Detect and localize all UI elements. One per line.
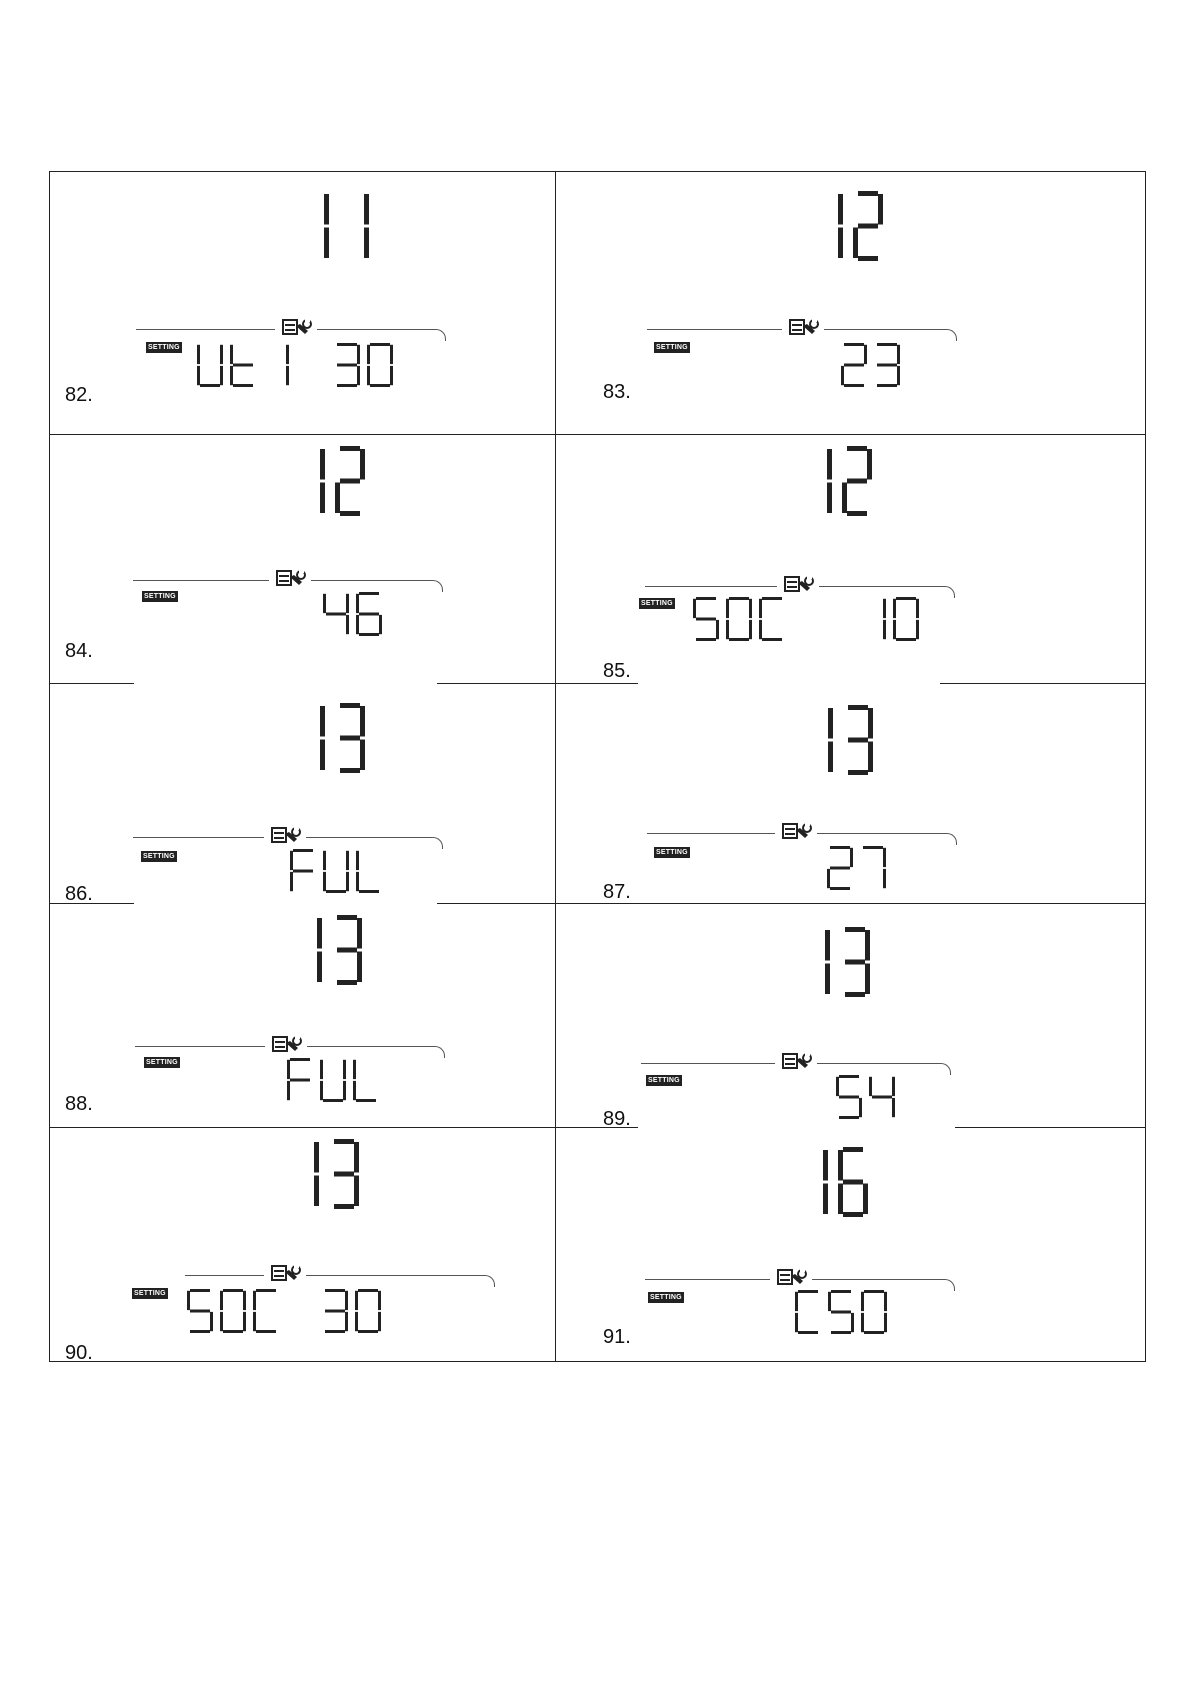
program-number-display (295, 703, 365, 778)
parameter-value-display (836, 1075, 895, 1124)
panel-number: 89. (603, 1108, 631, 1130)
setting-badge: SETTING (650, 1294, 682, 1301)
setting-wrench-icon (783, 574, 817, 596)
program-number-display (803, 705, 873, 780)
lcd-frame-line-right (306, 1275, 495, 1287)
program-number-display (289, 1139, 359, 1214)
lcd-frame-line-left (647, 833, 775, 834)
panel-number: 86. (65, 883, 93, 905)
lcd-frame-line-right (824, 329, 957, 341)
program-number-display (800, 927, 870, 1002)
setting-wrench-icon (271, 1034, 305, 1056)
parameter-code-display (187, 1289, 279, 1338)
setting-badge: SETTING (148, 344, 180, 351)
setting-badge: SETTING (143, 853, 175, 860)
parameter-value-display (322, 1289, 381, 1338)
lcd-panel (49, 434, 555, 683)
program-number-display (798, 1147, 868, 1222)
parameter-value-display (841, 343, 900, 392)
lcd-frame-line-left (645, 1279, 770, 1280)
parameter-value-display (323, 592, 382, 641)
lcd-panel (49, 1127, 555, 1362)
lcd-frame-line-right (817, 833, 957, 845)
lcd-frame-line-right (317, 329, 446, 341)
lcd-frame-line-left (647, 329, 782, 330)
setting-wrench-icon (776, 1267, 810, 1289)
panel-number: 91. (603, 1326, 631, 1348)
setting-badge: SETTING (146, 1059, 178, 1066)
setting-badge: SETTING (656, 849, 688, 856)
setting-badge: SETTING (134, 1290, 166, 1297)
lcd-frame-line-left (133, 580, 269, 581)
program-number-display (295, 446, 365, 521)
lcd-frame-line-left (135, 1046, 265, 1047)
lcd-frame-line-left (136, 329, 275, 330)
panel-number: 87. (603, 881, 631, 903)
lcd-panel (555, 171, 1146, 434)
lcd-panel (49, 171, 555, 434)
parameter-value-display (860, 597, 919, 646)
panel-number: 85. (603, 660, 631, 682)
lcd-frame-line-left (645, 586, 777, 587)
parameter-code-display (693, 597, 785, 646)
program-number-display (802, 446, 872, 521)
lcd-frame-line-left (185, 1275, 264, 1276)
setting-wrench-icon (788, 317, 822, 339)
parameter-value-display (334, 343, 393, 392)
lcd-panel (49, 903, 555, 1127)
lcd-panel (555, 434, 1146, 683)
lcd-panel (555, 683, 1146, 903)
panel-number: 83. (603, 381, 631, 403)
setting-wrench-icon (281, 317, 315, 339)
program-number-display (292, 915, 362, 990)
setting-badge: SETTING (641, 600, 673, 607)
panel-number: 90. (65, 1342, 93, 1364)
parameter-value-display (795, 1290, 887, 1339)
lcd-frame-line-right (306, 837, 443, 849)
lcd-panel (49, 683, 555, 903)
setting-badge: SETTING (656, 344, 688, 351)
lcd-frame-line-left (133, 837, 264, 838)
setting-wrench-icon (781, 1051, 815, 1073)
setting-wrench-icon (781, 821, 815, 843)
parameter-value-display (827, 846, 886, 895)
parameter-code-display (197, 343, 289, 392)
setting-wrench-icon (275, 568, 309, 590)
lcd-frame-line-left (641, 1063, 775, 1064)
panel-number: 88. (65, 1093, 93, 1115)
panel-number: 82. (65, 384, 93, 406)
lcd-panel (555, 1127, 1146, 1362)
parameter-value-display (287, 1058, 379, 1107)
program-number-display (813, 191, 883, 266)
lcd-panel (555, 903, 1146, 1130)
parameter-value-display (290, 849, 382, 898)
setting-badge: SETTING (144, 593, 176, 600)
lcd-frame-line-right (817, 1063, 951, 1075)
panel-number: 84. (65, 640, 93, 662)
lcd-frame-line-right (307, 1046, 445, 1058)
setting-badge: SETTING (648, 1077, 680, 1084)
setting-wrench-icon (270, 825, 304, 847)
lcd-frame-line-right (311, 580, 443, 592)
setting-wrench-icon (270, 1263, 304, 1285)
program-number-display (299, 191, 369, 266)
